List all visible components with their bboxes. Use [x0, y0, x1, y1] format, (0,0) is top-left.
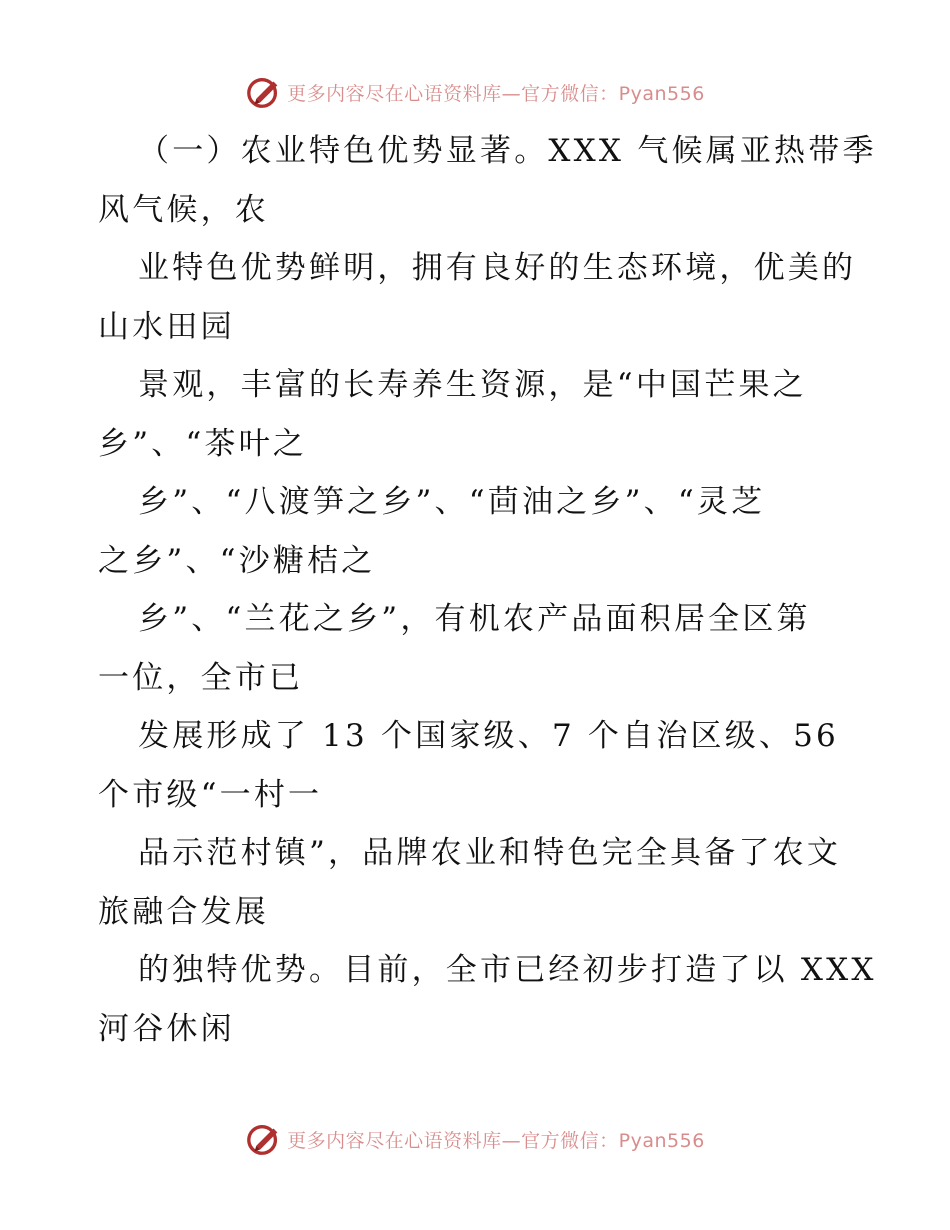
pen-logo-icon — [245, 1120, 283, 1158]
body-line: 业特色优势鲜明，拥有良好的生态环境，优美的 — [138, 250, 857, 286]
body-line: 发展形成了 13 个国家级、7 个自治区级、56 — [138, 718, 839, 754]
body-line: 乡”、“八渡笋之乡”、“茴油之乡”、“灵芝 — [138, 484, 766, 520]
body-line: 河谷休闲 — [98, 1010, 235, 1047]
body-line: 一位，全市已 — [98, 659, 304, 696]
body-line: 乡”、“兰花之乡”，有机农产品面积居全区第 — [138, 601, 811, 637]
footer-watermark — [0, 1117, 950, 1161]
body-line: 旅融合发展 — [98, 893, 269, 930]
body-line: 风气候，农 — [98, 191, 269, 228]
body-line: （一）农业特色优势显著。XXX 气候属亚热带季 — [138, 133, 877, 169]
body-line: 品示范村镇”，品牌农业和特色完全具备了农文 — [138, 835, 842, 871]
body-line: 乡”、“茶叶之 — [98, 425, 308, 462]
header-watermark-text: 更多内容尽在心语资料库—官方微信：Pyan556 — [287, 82, 705, 105]
pen-logo-icon — [245, 73, 283, 111]
body-line: 的独特优势。目前，全市已经初步打造了以 XXX — [138, 952, 877, 988]
body-line: 之乡”、“沙糖桔之 — [98, 542, 376, 579]
body-line: 景观，丰富的长寿养生资源，是“中国芒果之 — [138, 367, 807, 403]
header-watermark — [0, 70, 950, 114]
body-line: 个市级“一村一 — [98, 776, 323, 813]
footer-watermark-text: 更多内容尽在心语资料库—官方微信：Pyan556 — [287, 1129, 705, 1152]
body-line: 山水田园 — [98, 308, 235, 345]
document-body — [98, 122, 877, 1058]
